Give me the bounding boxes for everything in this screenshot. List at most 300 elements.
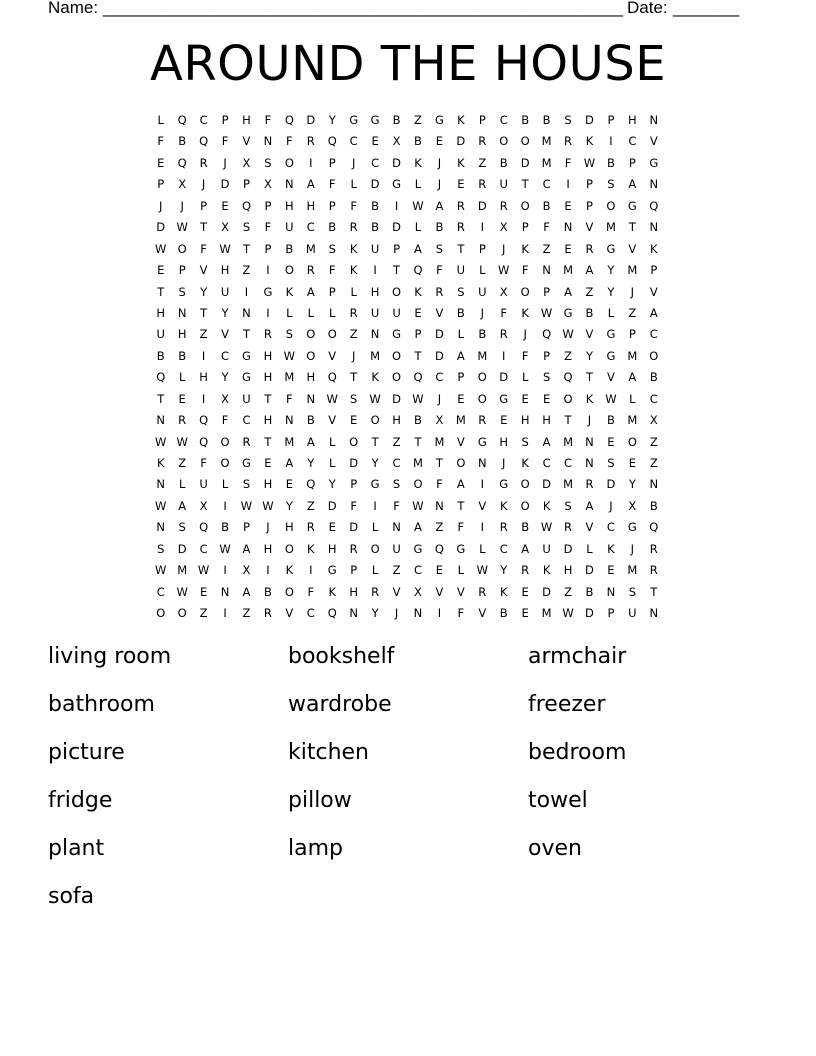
grid-letter[interactable]: G (327, 563, 337, 578)
grid-letter[interactable]: R (263, 327, 272, 342)
grid-letter[interactable]: H (520, 413, 530, 428)
grid-letter[interactable]: D (520, 155, 530, 170)
grid-letter[interactable]: R (349, 305, 358, 320)
grid-letter[interactable]: Y (307, 456, 315, 470)
grid-letter[interactable]: D (220, 177, 230, 192)
grid-letter[interactable]: L (371, 520, 379, 535)
grid-letter[interactable]: C (242, 413, 251, 428)
grid-letter[interactable]: P (457, 370, 465, 385)
grid-letter[interactable]: R (564, 134, 573, 149)
grid-letter[interactable]: R (456, 220, 465, 235)
grid-letter[interactable]: A (456, 477, 465, 492)
grid-letter[interactable]: I (480, 220, 484, 235)
grid-letter[interactable]: T (521, 177, 529, 192)
grid-letter[interactable]: E (521, 584, 529, 599)
grid-letter[interactable]: Z (392, 434, 401, 449)
grid-letter[interactable]: P (628, 327, 636, 342)
grid-letter[interactable]: J (351, 155, 356, 170)
grid-letter[interactable]: H (177, 327, 187, 342)
grid-letter[interactable]: L (371, 563, 379, 578)
grid-letter[interactable]: K (349, 263, 358, 278)
grid-letter[interactable]: B (178, 348, 187, 363)
grid-letter[interactable]: J (201, 177, 206, 192)
grid-letter[interactable]: Z (564, 584, 572, 599)
grid-letter[interactable]: C (435, 370, 444, 385)
grid-letter[interactable]: K (542, 563, 551, 578)
grid-letter[interactable]: N (156, 477, 166, 492)
grid-letter[interactable]: Q (156, 370, 166, 385)
grid-letter[interactable]: R (478, 177, 487, 192)
grid-letter[interactable]: U (456, 263, 466, 278)
grid-letter[interactable]: B (542, 113, 551, 127)
grid-letter[interactable]: L (286, 305, 293, 320)
grid-letter[interactable]: H (156, 305, 166, 320)
grid-letter[interactable]: Q (306, 477, 316, 492)
grid-letter[interactable]: M (305, 241, 316, 256)
grid-letter[interactable]: G (413, 541, 423, 556)
grid-letter[interactable]: W (540, 305, 553, 320)
grid-letter[interactable]: F (436, 263, 443, 278)
grid-letter[interactable]: O (520, 198, 530, 213)
grid-letter[interactable]: U (628, 606, 637, 621)
grid-letter[interactable]: O (370, 541, 380, 556)
grid-letter[interactable]: W (155, 563, 167, 578)
grid-letter[interactable]: B (285, 241, 294, 256)
grid-letter[interactable]: I (373, 263, 377, 278)
grid-letter[interactable]: Y (607, 263, 615, 278)
grid-letter[interactable]: O (220, 456, 230, 470)
grid-letter[interactable]: K (499, 584, 508, 599)
grid-letter[interactable]: P (607, 113, 615, 127)
grid-letter[interactable]: I (201, 391, 206, 406)
grid-letter[interactable]: E (607, 434, 615, 449)
grid-letter[interactable]: G (606, 348, 616, 363)
grid-letter[interactable]: W (562, 606, 574, 621)
grid-letter[interactable]: P (178, 263, 186, 278)
grid-letter[interactable]: J (502, 241, 506, 256)
grid-letter[interactable]: S (178, 520, 186, 535)
grid-letter[interactable]: V (585, 520, 594, 535)
grid-letter[interactable]: U (478, 284, 487, 299)
grid-letter[interactable]: W (498, 263, 510, 278)
grid-letter[interactable]: O (499, 134, 509, 149)
grid-letter[interactable]: D (306, 113, 316, 127)
grid-letter[interactable]: A (542, 434, 551, 449)
grid-letter[interactable]: O (220, 434, 230, 449)
grid-letter[interactable]: V (649, 134, 658, 149)
grid-letter[interactable]: O (413, 477, 423, 492)
grid-letter[interactable]: W (176, 434, 188, 449)
grid-letter[interactable]: W (326, 391, 338, 406)
grid-letter[interactable]: Z (649, 434, 658, 449)
grid-letter[interactable]: H (285, 198, 294, 213)
grid-letter[interactable]: P (328, 284, 336, 299)
grid-letter[interactable]: V (478, 498, 487, 513)
grid-letter[interactable]: Y (371, 606, 379, 621)
grid-letter[interactable]: T (200, 305, 208, 320)
grid-letter[interactable]: A (306, 177, 315, 192)
grid-letter[interactable]: F (436, 477, 443, 492)
grid-letter[interactable]: B (263, 584, 272, 599)
grid-letter[interactable]: O (649, 348, 659, 363)
grid-letter[interactable]: B (649, 370, 658, 385)
grid-letter[interactable]: D (606, 477, 616, 492)
grid-letter[interactable]: A (178, 498, 187, 513)
grid-letter[interactable]: M (413, 456, 423, 470)
grid-letter[interactable]: X (628, 498, 637, 513)
grid-letter[interactable]: T (157, 391, 165, 406)
grid-letter[interactable]: D (177, 541, 187, 556)
grid-letter[interactable]: L (521, 370, 529, 385)
grid-letter[interactable]: F (264, 113, 272, 127)
grid-letter[interactable]: Q (199, 520, 209, 535)
grid-letter[interactable]: S (264, 155, 272, 170)
grid-letter[interactable]: X (263, 177, 272, 192)
grid-letter[interactable]: L (350, 177, 357, 192)
grid-letter[interactable]: E (542, 391, 551, 406)
grid-letter[interactable]: F (393, 498, 400, 513)
grid-letter[interactable]: L (479, 263, 486, 278)
grid-letter[interactable]: P (243, 520, 250, 535)
grid-letter[interactable]: N (435, 498, 444, 513)
grid-letter[interactable]: X (499, 284, 508, 299)
grid-letter[interactable]: A (585, 498, 594, 513)
grid-letter[interactable]: I (309, 563, 313, 578)
grid-letter[interactable]: O (477, 370, 487, 385)
grid-letter[interactable]: C (542, 456, 551, 470)
grid-letter[interactable]: H (327, 541, 337, 556)
grid-letter[interactable]: J (437, 391, 442, 406)
grid-letter[interactable]: P (243, 177, 250, 192)
grid-letter[interactable]: G (499, 391, 509, 406)
grid-letter[interactable]: C (156, 584, 165, 599)
grid-letter[interactable]: N (285, 413, 294, 428)
grid-letter[interactable]: T (264, 391, 272, 406)
grid-letter[interactable]: Y (500, 563, 508, 578)
grid-letter[interactable]: I (502, 348, 506, 363)
grid-letter[interactable]: G (392, 177, 401, 192)
grid-letter[interactable]: F (264, 220, 272, 235)
grid-letter[interactable]: N (477, 456, 487, 470)
grid-letter[interactable]: F (350, 198, 357, 213)
grid-letter[interactable]: D (585, 113, 594, 127)
grid-letter[interactable]: P (328, 155, 336, 170)
grid-letter[interactable]: B (606, 155, 615, 170)
grid-letter[interactable]: R (499, 327, 508, 342)
grid-letter[interactable]: Z (542, 241, 551, 256)
grid-letter[interactable]: T (564, 413, 572, 428)
grid-letter[interactable]: H (263, 370, 273, 385)
grid-letter[interactable]: Q (241, 198, 251, 213)
grid-letter[interactable]: I (309, 155, 313, 170)
grid-letter[interactable]: H (263, 477, 273, 492)
grid-letter[interactable]: E (628, 456, 636, 470)
grid-letter[interactable]: A (521, 541, 530, 556)
grid-letter[interactable]: K (414, 284, 422, 299)
grid-letter[interactable]: B (521, 113, 530, 127)
grid-letter[interactable]: S (285, 327, 293, 342)
grid-letter[interactable]: Q (327, 606, 337, 621)
grid-letter[interactable]: K (285, 284, 294, 299)
grid-letter[interactable]: B (585, 305, 594, 320)
grid-letter[interactable]: F (307, 584, 315, 599)
grid-letter[interactable]: N (306, 391, 316, 406)
grid-letter[interactable]: E (414, 305, 422, 320)
grid-letter[interactable]: O (284, 584, 294, 599)
grid-letter[interactable]: U (392, 541, 401, 556)
grid-letter[interactable]: W (412, 198, 424, 213)
grid-letter[interactable]: E (371, 134, 379, 149)
grid-letter[interactable]: L (329, 305, 336, 320)
grid-letter[interactable]: X (221, 391, 229, 406)
grid-letter[interactable]: V (328, 348, 337, 363)
grid-letter[interactable]: M (477, 348, 488, 363)
grid-letter[interactable]: O (563, 391, 573, 406)
grid-letter[interactable]: A (628, 370, 637, 385)
grid-letter[interactable]: C (221, 348, 230, 363)
grid-letter[interactable]: E (564, 241, 572, 256)
grid-letter[interactable]: G (263, 284, 273, 299)
grid-letter[interactable]: L (414, 220, 422, 235)
grid-letter[interactable]: M (563, 263, 573, 278)
grid-letter[interactable]: G (349, 113, 359, 127)
grid-letter[interactable]: P (607, 606, 615, 621)
grid-letter[interactable]: M (284, 370, 295, 385)
grid-letter[interactable]: Q (563, 370, 573, 385)
grid-letter[interactable]: F (521, 263, 529, 278)
grid-letter[interactable]: D (349, 456, 359, 470)
grid-letter[interactable]: J (630, 541, 635, 556)
grid-letter[interactable]: R (435, 284, 444, 299)
grid-letter[interactable]: T (628, 220, 636, 235)
grid-letter[interactable]: N (413, 606, 423, 621)
grid-letter[interactable]: W (219, 541, 231, 556)
grid-letter[interactable]: L (629, 391, 636, 406)
grid-letter[interactable]: M (627, 563, 638, 578)
grid-letter[interactable]: B (392, 113, 401, 127)
grid-letter[interactable]: O (520, 284, 530, 299)
grid-letter[interactable]: H (263, 348, 273, 363)
grid-letter[interactable]: N (156, 520, 166, 535)
grid-letter[interactable]: E (564, 198, 572, 213)
grid-letter[interactable]: J (523, 327, 527, 342)
grid-letter[interactable]: C (649, 327, 658, 342)
grid-letter[interactable]: S (607, 456, 615, 470)
grid-letter[interactable]: V (328, 413, 337, 428)
grid-letter[interactable]: B (306, 413, 315, 428)
grid-letter[interactable]: Y (371, 456, 379, 470)
grid-letter[interactable]: K (521, 241, 529, 256)
grid-letter[interactable]: H (349, 584, 358, 599)
grid-letter[interactable]: Q (199, 434, 209, 449)
grid-letter[interactable]: R (263, 606, 272, 621)
grid-letter[interactable]: P (264, 241, 272, 256)
grid-letter[interactable]: O (520, 477, 530, 492)
grid-letter[interactable]: U (156, 327, 165, 342)
grid-letter[interactable]: N (606, 584, 616, 599)
grid-letter[interactable]: V (478, 606, 487, 621)
grid-letter[interactable]: N (649, 220, 659, 235)
grid-letter[interactable]: N (220, 584, 230, 599)
grid-letter[interactable]: Z (199, 327, 208, 342)
grid-letter[interactable]: Q (177, 113, 187, 127)
grid-letter[interactable]: V (628, 241, 637, 256)
grid-letter[interactable]: O (520, 498, 530, 513)
grid-letter[interactable]: B (478, 327, 487, 342)
grid-letter[interactable]: L (329, 434, 336, 449)
grid-letter[interactable]: B (606, 413, 615, 428)
grid-letter[interactable]: F (328, 177, 336, 192)
grid-letter[interactable]: G (456, 541, 466, 556)
grid-letter[interactable]: W (219, 241, 231, 256)
grid-letter[interactable]: Q (199, 413, 209, 428)
grid-letter[interactable]: V (649, 284, 658, 299)
grid-letter[interactable]: A (285, 456, 294, 470)
grid-letter[interactable]: E (350, 413, 358, 428)
grid-letter[interactable]: Z (564, 348, 572, 363)
grid-letter[interactable]: J (159, 198, 163, 213)
grid-letter[interactable]: N (349, 606, 358, 621)
grid-letter[interactable]: R (456, 198, 465, 213)
grid-letter[interactable]: R (478, 413, 487, 428)
grid-letter[interactable]: M (563, 477, 573, 492)
grid-letter[interactable]: F (221, 413, 229, 428)
grid-letter[interactable]: H (242, 113, 251, 127)
grid-letter[interactable]: R (649, 563, 658, 578)
grid-letter[interactable]: C (499, 113, 508, 127)
grid-letter[interactable]: I (266, 263, 270, 278)
grid-letter[interactable]: E (435, 134, 444, 149)
grid-letter[interactable]: J (437, 155, 442, 170)
grid-letter[interactable]: L (178, 370, 186, 385)
grid-letter[interactable]: L (607, 305, 615, 320)
grid-letter[interactable]: D (434, 348, 444, 363)
grid-letter[interactable]: S (521, 434, 529, 449)
grid-letter[interactable]: A (628, 177, 637, 192)
grid-letter[interactable]: G (242, 370, 251, 385)
grid-letter[interactable]: R (371, 584, 380, 599)
grid-letter[interactable]: O (177, 241, 187, 256)
grid-letter[interactable]: Q (327, 370, 337, 385)
grid-letter[interactable]: O (392, 348, 402, 363)
grid-letter[interactable]: S (564, 113, 572, 127)
grid-letter[interactable]: V (435, 305, 444, 320)
grid-letter[interactable]: T (650, 584, 658, 599)
grid-letter[interactable]: D (392, 155, 401, 170)
grid-letter[interactable]: R (585, 477, 594, 492)
grid-letter[interactable]: W (155, 241, 167, 256)
grid-letter[interactable]: F (350, 498, 357, 513)
grid-letter[interactable]: R (349, 541, 358, 556)
grid-letter[interactable]: S (392, 477, 401, 492)
grid-letter[interactable]: J (480, 305, 484, 320)
grid-letter[interactable]: W (605, 391, 617, 406)
grid-letter[interactable]: G (499, 477, 509, 492)
grid-letter[interactable]: Z (585, 284, 594, 299)
grid-letter[interactable]: B (414, 134, 422, 149)
grid-letter[interactable]: P (586, 177, 593, 192)
grid-letter[interactable]: O (284, 263, 294, 278)
grid-letter[interactable]: N (392, 520, 401, 535)
grid-letter[interactable]: Y (328, 477, 336, 492)
grid-letter[interactable]: K (542, 498, 551, 513)
grid-letter[interactable]: V (585, 220, 594, 235)
grid-letter[interactable]: D (434, 327, 444, 342)
grid-letter[interactable]: D (499, 370, 509, 385)
grid-letter[interactable]: K (585, 391, 594, 406)
grid-letter[interactable]: V (585, 327, 594, 342)
grid-letter[interactable]: B (542, 198, 551, 213)
grid-letter[interactable]: P (264, 198, 272, 213)
grid-letter[interactable]: W (369, 391, 381, 406)
grid-letter[interactable]: C (564, 456, 573, 470)
grid-letter[interactable]: K (285, 563, 294, 578)
grid-letter[interactable]: Z (414, 113, 422, 127)
grid-letter[interactable]: U (370, 241, 380, 256)
grid-letter[interactable]: R (478, 584, 487, 599)
grid-letter[interactable]: H (199, 370, 208, 385)
grid-letter[interactable]: V (221, 327, 229, 342)
grid-letter[interactable]: K (457, 113, 465, 127)
grid-letter[interactable]: B (371, 220, 380, 235)
grid-letter[interactable]: K (414, 155, 422, 170)
grid-letter[interactable]: C (649, 391, 658, 406)
grid-letter[interactable]: O (284, 541, 294, 556)
grid-letter[interactable]: P (521, 220, 529, 235)
grid-letter[interactable]: S (328, 241, 336, 256)
grid-letter[interactable]: A (414, 241, 422, 256)
grid-letter[interactable]: R (349, 220, 358, 235)
grid-letter[interactable]: I (566, 177, 570, 192)
grid-letter[interactable]: H (628, 113, 637, 127)
grid-letter[interactable]: H (306, 370, 316, 385)
grid-letter[interactable]: F (564, 155, 572, 170)
grid-letter[interactable]: Y (328, 113, 336, 127)
grid-letter[interactable]: O (306, 348, 316, 363)
grid-letter[interactable]: P (478, 241, 486, 256)
grid-letter[interactable]: A (435, 198, 444, 213)
grid-letter[interactable]: R (478, 134, 487, 149)
grid-letter[interactable]: H (306, 198, 316, 213)
grid-letter[interactable]: L (586, 541, 593, 556)
grid-letter[interactable]: F (500, 305, 508, 320)
grid-letter[interactable]: M (455, 413, 466, 428)
grid-letter[interactable]: F (543, 220, 550, 235)
grid-letter[interactable]: P (650, 263, 658, 278)
grid-letter[interactable]: A (649, 305, 658, 320)
grid-letter[interactable]: A (414, 520, 422, 535)
grid-letter[interactable]: W (176, 220, 188, 235)
grid-letter[interactable]: C (199, 113, 208, 127)
grid-letter[interactable]: O (606, 198, 616, 213)
grid-letter[interactable]: D (585, 606, 594, 621)
grid-letter[interactable]: C (349, 134, 358, 149)
grid-letter[interactable]: K (650, 241, 658, 256)
grid-letter[interactable]: E (457, 177, 465, 192)
grid-letter[interactable]: V (456, 584, 465, 599)
grid-letter[interactable]: P (543, 348, 551, 363)
grid-letter[interactable]: N (177, 305, 187, 320)
grid-letter[interactable]: I (480, 477, 484, 492)
grid-letter[interactable]: E (607, 563, 615, 578)
grid-letter[interactable]: J (223, 155, 227, 170)
grid-letter[interactable]: E (199, 584, 208, 599)
grid-letter[interactable]: J (630, 284, 635, 299)
grid-letter[interactable]: L (221, 477, 229, 492)
grid-letter[interactable]: F (286, 391, 293, 406)
grid-letter[interactable]: S (542, 370, 551, 385)
grid-letter[interactable]: Z (199, 606, 208, 621)
